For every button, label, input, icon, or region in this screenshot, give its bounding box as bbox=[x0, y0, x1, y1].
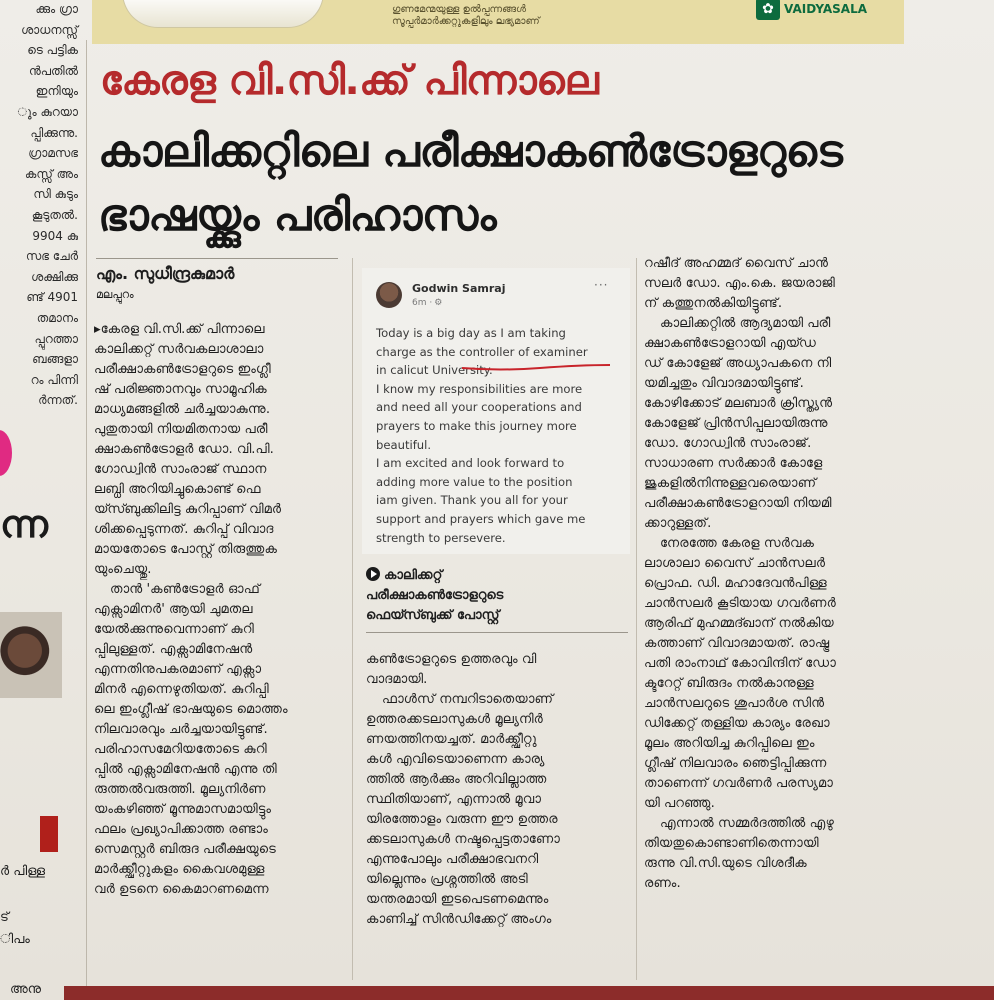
article-line: എന്നതിനുപകരമാണ് എക്സാ bbox=[94, 662, 262, 677]
article-line: പ്പിലുള്ളത്. എക്സാമിനേഷൻ bbox=[94, 642, 253, 657]
kicker-headline: കേരള വി.സി.ക്ക് പിന്നാലെ bbox=[100, 58, 599, 104]
post-text-line: I know my responsibilities are more bbox=[376, 381, 583, 396]
article-line: ഫാൾസ് നമ്പറിടാതെയാണ് bbox=[382, 692, 554, 707]
post-time bbox=[412, 298, 442, 308]
main-headline bbox=[98, 120, 898, 248]
article-line: ഗോഡ്വിൻ സാംരാജ് സ്ഥാന bbox=[94, 462, 267, 477]
adjacent-photo bbox=[0, 612, 62, 698]
article-line: കാണിച്ച് സിൻഡിക്കേറ്റ് അംഗം bbox=[366, 912, 552, 927]
article-line: താൻ 'കൺട്രോളർ ഓഫ് bbox=[110, 582, 260, 597]
ad-line-1: ഗുണമേന്മയുള്ള ഉൽപ്പന്നങ്ങൾ bbox=[392, 4, 527, 15]
byline-place: മലപ്പുറം bbox=[96, 288, 134, 301]
article-line: സ്ഥിതിയാണ്, എന്നാൽ മൂവാ bbox=[366, 792, 542, 807]
article-line: പുതുതായി നിയമിതനായ പരീ bbox=[94, 422, 268, 437]
article-line: പരീക്ഷാകൺട്രോളറായി നിയമി bbox=[644, 496, 832, 511]
post-text-line: beautiful. bbox=[376, 437, 432, 452]
caption-rule bbox=[366, 632, 628, 633]
brand-name: VAIDYASALA bbox=[784, 2, 868, 16]
article-line: യുംചെയ്തു. bbox=[94, 562, 152, 577]
post-text-line: in calicut University. bbox=[376, 363, 493, 378]
adjacent-column-line: ും കുറയാ bbox=[17, 105, 78, 119]
article-line: ക്ഷാകൺട്രോളറായി എയ്ഡ bbox=[644, 336, 817, 351]
adjacent-column-line: ണ്ട് 4901 bbox=[26, 290, 78, 305]
product-pack-image bbox=[122, 0, 324, 28]
article-line: ▸കേരള വി.സി.ക്ക് പിന്നാലെ bbox=[94, 322, 265, 337]
article-line: ഡിക്കേറ്റ് തള്ളിയ കാര്യം രേഖാ bbox=[644, 716, 830, 731]
article-line: പരിഹാസമേറിയതോടെ കുറി bbox=[94, 742, 267, 757]
article-line: തിയതുകൊണ്ടാണിതെന്നായി bbox=[644, 836, 819, 851]
article-line: കൺട്രോളറുടെ ഉത്തരവും വി bbox=[366, 652, 537, 667]
article-line: ശിക്കപ്പെടുന്നത്. കുറിപ്പ് വിവാദ bbox=[94, 522, 274, 537]
post-caption bbox=[366, 566, 628, 626]
article-line: ലെ ഇംഗ്ലീഷ് ഭാഷയുടെ മൊത്തം bbox=[94, 702, 288, 717]
article-line: സെമസ്റ്റർ ബിരുദ പരീക്ഷയുടെ bbox=[94, 842, 276, 857]
article-line: ലാശാലാ വൈസ് ചാൻസലർ bbox=[644, 556, 826, 571]
article-line: യേൽക്കുന്നുവെന്നാണ് കുറി bbox=[94, 622, 254, 637]
post-text-line: iam given. Thank you all for your bbox=[376, 493, 568, 508]
article-line: മാർക്ക്ഷീറ്റുകളം കൈവശമുള്ള bbox=[94, 862, 265, 877]
article-line: മിനർ എന്നെഴുതിയത്. കുറിപ്പി bbox=[94, 682, 269, 697]
adjacent-column-line: സഭ ചേർ bbox=[25, 249, 78, 264]
article-line: യമിച്ചതും വിവാദമായിട്ടുണ്ട്. bbox=[644, 376, 804, 391]
article-column-3 bbox=[644, 254, 920, 894]
article-line: യില്ലെന്നും പ്രശ്നത്തിൽ അടി bbox=[366, 872, 528, 887]
article-line: ക്ടറേറ്റ് ബിരുദം നൽകാനുള്ള bbox=[644, 676, 814, 691]
article-line: യ്സ്ബുക്കിലിട്ട കുറിപ്പാണ് വിമർ bbox=[94, 502, 282, 517]
article-line: മൂലം അറിയിച്ച കുറിപ്പിലെ ഇം bbox=[644, 736, 815, 751]
adjacent-column-line: ർ പിള്ള bbox=[0, 864, 46, 879]
leaf-logo-icon: ✿ bbox=[756, 0, 780, 20]
more-options-icon: ··· bbox=[594, 278, 609, 292]
post-text-line: support and prayers which gave me bbox=[376, 511, 586, 526]
adjacent-column-line: റം പിന്നി bbox=[30, 372, 78, 387]
article-line: യംകഴിഞ്ഞ് മൂന്നുമാസമായിട്ടും bbox=[94, 802, 272, 817]
article-line: ഉത്തരക്കടലാസുകൾ മൂല്യനിർ bbox=[366, 712, 543, 727]
article-column-1 bbox=[94, 320, 340, 900]
article-line: ഡ് കോളേജ് അധ്യാപകനെ നി bbox=[644, 356, 832, 371]
adjacent-column-line: ർന്നത്. bbox=[38, 393, 78, 408]
avatar bbox=[376, 282, 402, 308]
adjacent-column-line: കസ്സ് അം bbox=[24, 166, 78, 181]
adjacent-column-line: സി കുടും bbox=[33, 187, 78, 202]
article-line: നിലവാരവും ചർച്ചയായിട്ടുണ്ട്. bbox=[94, 722, 268, 737]
article-line: റഷീദ് അഹമ്മദ് വൈസ് ചാൻ bbox=[644, 256, 829, 271]
article-line: നേരത്തേ കേരള സർവക bbox=[660, 536, 815, 551]
caption-line-2: പരീക്ഷാകൺട്രോളറുടെ bbox=[366, 588, 504, 603]
post-time-text: 6m · bbox=[412, 298, 433, 308]
article-line: ഫലം പ്രഖ്യാപിക്കാത്ത രണ്ടാം bbox=[94, 822, 268, 837]
article-line: ആരിഫ് മുഹമ്മദ്ഖാന് നൽകിയ bbox=[644, 616, 834, 631]
adjacent-column-line: ക്കും ഗ്രാ bbox=[35, 2, 78, 16]
article-line: കോഴിക്കോട് മലബാർ ക്രിസ്ത്യൻ bbox=[644, 396, 833, 411]
article-line: ചാൻസലറുടെ ശുപാർശ സിൻ bbox=[644, 696, 825, 711]
article-line: ത്തിൽ ആർക്കും അറിവില്ലാത്ത bbox=[366, 772, 547, 787]
article-line: ജുകളിൽനിന്നുള്ളവരെയാണ് bbox=[644, 476, 817, 491]
adjacent-column-line: പ്പുറത്താ bbox=[34, 331, 78, 346]
post-text-line: adding more value to the position bbox=[376, 474, 573, 489]
globe-icon: ⚙ bbox=[434, 298, 443, 308]
article-line: കാലിക്കറ്റിൽ ആദ്യമായി പരീ bbox=[660, 316, 831, 331]
adjacent-column-line: ഇനിയും bbox=[35, 84, 78, 99]
post-text-line: Today is a big day as I am taking bbox=[376, 326, 566, 340]
article-line: ക്കടലാസുകൾ നഷ്ടപ്പെട്ടതാണോ bbox=[366, 832, 560, 847]
article-line: ഡോ. ഗോഡ്വിൻ സാംരാജ്. bbox=[644, 436, 812, 451]
brand-logo bbox=[756, 0, 867, 22]
article-line: പതി രാംനാഥ് കോവിന്ദിന് ഡോ bbox=[644, 656, 836, 671]
post-text-line: strength to persevere. bbox=[376, 530, 506, 545]
article-line: സലർ ഡോ. എം.കെ. ജയരാജി bbox=[644, 276, 835, 291]
byline-author: എം. സുധീന്ദ്രകുമാർ bbox=[96, 264, 235, 283]
article-column-2 bbox=[366, 650, 628, 930]
adjacent-column-line: ശക്ഷിക്കു bbox=[31, 269, 78, 284]
ad-text bbox=[392, 4, 692, 28]
article-line: രണം. bbox=[644, 876, 681, 891]
article-line: രുത്തൽവരുത്തി. മൂല്യനിർണ bbox=[94, 782, 266, 797]
red-graphic bbox=[40, 816, 58, 852]
article-line: സാധാരണ സർക്കാർ കോളേ bbox=[644, 456, 823, 471]
article-line: ലബ്ധി അറിയിച്ചുകൊണ്ട് ഫെ bbox=[94, 482, 261, 497]
play-icon bbox=[366, 567, 380, 581]
article-line: ണയത്തിനയച്ചത്. മാർക്ക്ഷീറ്റു bbox=[366, 732, 537, 747]
article-line: മാധ്യമങ്ങളിൽ ചർച്ചയാകുന്നു. bbox=[94, 402, 271, 417]
article-line: ഗ്ലീഷ് നിലവാരം ഞെട്ടിപ്പിക്കുന്ന bbox=[644, 756, 827, 771]
headline-line-1: കാലിക്കറ്റിലെ പരീക്ഷാകൺട്രോളറുടെ bbox=[98, 126, 843, 177]
column-divider bbox=[352, 258, 353, 980]
adjacent-column-line: ഗ്രാമസഭ bbox=[28, 146, 78, 161]
article-line: വർ ഉടനെ കൈമാറണമെന്ന bbox=[94, 882, 269, 897]
article-line: പ്രൊഫ. ഡി. മഹാദേവൻപിള്ള bbox=[644, 576, 827, 591]
article-line: ക്ഷാകൺട്രോളർ ഡോ. വി.പി. bbox=[94, 442, 274, 457]
article-line: കൾ എവിടെയാണെന്ന കാര്യ bbox=[366, 752, 545, 767]
post-text-line: prayers to make this journey more bbox=[376, 418, 577, 433]
post-body bbox=[376, 324, 626, 547]
adjacent-column-line: ൻപതിൽ bbox=[28, 63, 78, 78]
caption-line-1: കാലിക്കറ്റ് bbox=[384, 568, 443, 583]
adjacent-column-line: ബങ്ങളാ bbox=[32, 352, 78, 367]
red-underline-annotation bbox=[460, 362, 612, 372]
caption-line-3: ഫെയ്സ്ബുക്ക് പോസ്റ്റ് bbox=[366, 608, 500, 623]
article-line: താണെന്ന് ഗവർണർ പരസ്യമാ bbox=[644, 776, 833, 791]
adjacent-column-line: ട് bbox=[0, 910, 9, 925]
ad-line-2: സൂപ്പർമാർക്കറ്റുകളിലും ലഭ്യമാണ് bbox=[392, 16, 540, 27]
headline-line-2: ഭാഷയ്ക്കും പരിഹാസം bbox=[98, 190, 497, 241]
post-text-line: charge as the controller of examiner bbox=[376, 344, 588, 359]
adjacent-column-line: കൂടുതൽ. bbox=[31, 208, 78, 222]
adjacent-headline-fragment: ന്ന bbox=[0, 502, 46, 546]
article-line: എന്നാൽ സമ്മർദത്തിൽ എഴു bbox=[660, 816, 834, 831]
post-text-line: and need all your cooperations and bbox=[376, 400, 582, 415]
post-author: Godwin Samraj bbox=[412, 282, 506, 295]
adjacent-column-line: 9904 കു bbox=[32, 228, 78, 243]
article-line: രുന്നു വി.സി.യുടെ വിശദീക bbox=[644, 856, 807, 871]
article-line: യിരത്തോളം വരുന്ന ഈ ഉത്തര bbox=[366, 812, 558, 827]
article-line: എക്സാമിനർ' ആയി ചുമതല bbox=[94, 602, 253, 617]
article-line: പരീക്ഷാകൺട്രോളറുടെ ഇംഗ്ലീ bbox=[94, 362, 271, 377]
article-line: ന് കത്തുനൽകിയിട്ടുണ്ട്. bbox=[644, 296, 783, 311]
top-advertisement bbox=[92, 0, 904, 44]
bottom-color-strip bbox=[64, 986, 994, 1000]
article-line: കത്താണ് വിവാദമായത്. രാഷ്ട്ര bbox=[644, 636, 830, 651]
facebook-post-screenshot bbox=[362, 268, 630, 554]
adjacent-bottom-text: അനു bbox=[10, 982, 42, 997]
article-line: കോളേജ് പ്രിൻസിപ്പലായിരുന്നു bbox=[644, 416, 828, 431]
column-divider bbox=[86, 40, 87, 990]
adjacent-column-line: തമാനം bbox=[36, 311, 78, 325]
article-line: വാദമായി. bbox=[366, 672, 428, 687]
post-text-line: I am excited and look forward to bbox=[376, 456, 565, 471]
adjacent-column-line: ശാധനസ്സ് bbox=[21, 22, 78, 37]
article-line: യി പറഞ്ഞു. bbox=[644, 796, 715, 811]
article-line: ഷ് പരിജ്ഞാനവും സാമൂഹിക bbox=[94, 382, 267, 397]
article-line: കാലിക്കറ്റ് സർവകലാശാലാ bbox=[94, 342, 264, 357]
article-line: എന്നുപോലും പരീക്ഷാഭവനറി bbox=[366, 852, 539, 867]
article-line: യന്തരമായി ഇടപെടണമെന്നും bbox=[366, 892, 549, 907]
article-line: മായതോടെ പോസ്റ്റ് തിരുത്തുക bbox=[94, 542, 278, 557]
article-line: പ്പിൽ എക്സാമിനേഷൻ എന്നു തി bbox=[94, 762, 277, 777]
byline-rule bbox=[96, 258, 338, 259]
adjacent-column-line: പ്പിക്കുന്നു. bbox=[30, 125, 78, 140]
article-line: ക്കാറുള്ളത്. bbox=[644, 516, 712, 531]
article-line: ചാൻസലർ കൂടിയായ ഗവർണർ bbox=[644, 596, 836, 611]
column-divider bbox=[636, 258, 637, 980]
adjacent-column-line: ിപം bbox=[0, 932, 30, 947]
adjacent-column-line: ടെ പട്ടിക bbox=[27, 43, 78, 58]
